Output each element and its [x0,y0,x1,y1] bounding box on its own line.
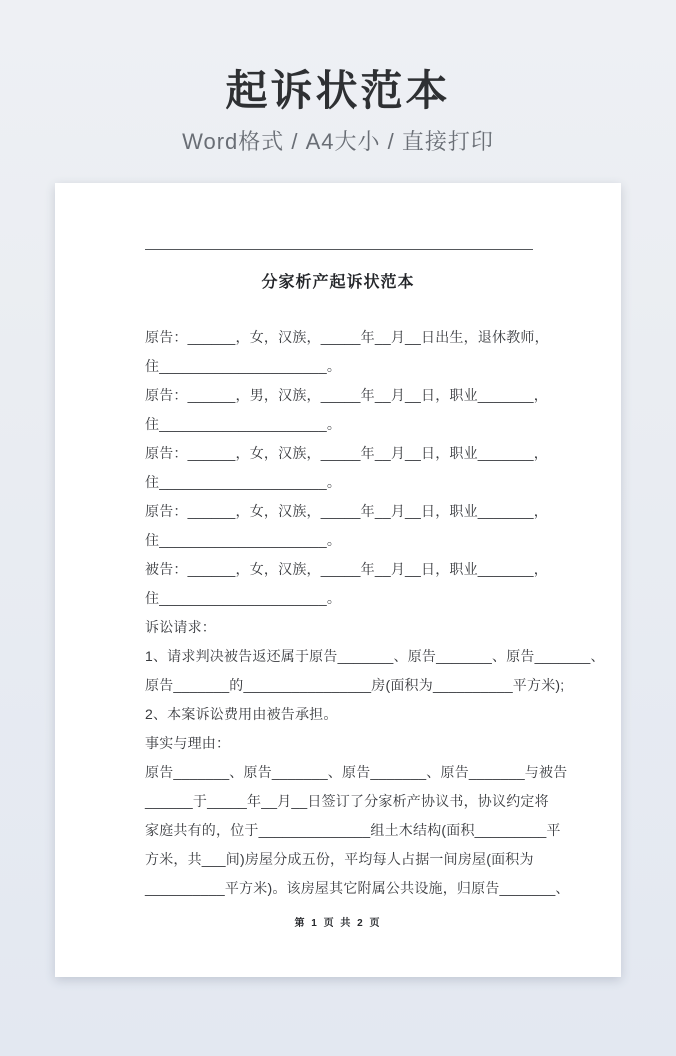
document-line: 住_____________________。 [145,358,342,374]
document-line: 原告：______，男，汉族，_____年__月__日，职业_______， [145,387,548,403]
page-title: 起诉状范本 [225,67,451,114]
document-line: 住_____________________。 [145,590,342,606]
document-line: 方米，共___间)房屋分成五份，平均每人占据一间房屋(面积为 [145,851,534,867]
document-line: __________平方米)。该房屋其它附属公共设施，归原告_______、 [145,880,570,896]
document-line: 原告：______，女，汉族，_____年__月__日出生，退休教师， [145,329,549,345]
page-number-footer: 第 1 页 共 2 页 [294,918,382,929]
document-line: 1、请求判决被告返还属于原告_______、原告_______、原告_______、 [145,648,605,664]
document-page [55,183,621,977]
document-line: 2、本案诉讼费用由被告承担。 [145,706,338,722]
document-line: 住_____________________。 [145,532,342,548]
document-line: 诉讼请求： [145,619,216,635]
document-line: 原告_______的________________房(面积为__________平方米); [145,677,565,693]
document-line: 被告：______，女，汉族，_____年__月__日，职业_______， [145,561,548,577]
document-line: 原告_______、原告_______、原告_______、原告_______与被告 [145,764,568,780]
document-divider [145,249,533,250]
document-line: 原告：______，女，汉族，_____年__月__日，职业_______， [145,503,548,519]
document-body [145,323,605,903]
document-line: 原告：______，女，汉族，_____年__月__日，职业_______， [145,445,548,461]
preview-header [0,0,676,156]
document-title: 分家析产起诉状范本 [261,274,415,291]
document-line: 事实与理由： [145,735,231,751]
document-line: 住_____________________。 [145,416,342,432]
document-line: ______于_____年__月__日签订了分家析产协议书，协议约定将 [145,793,549,809]
page-subtitle: Word格式 / A4大小 / 直接打印 [182,129,494,155]
document-line: 住_____________________。 [145,474,342,490]
document-line: 家庭共有的，位于______________组土木结构(面积_________平 [145,822,561,838]
